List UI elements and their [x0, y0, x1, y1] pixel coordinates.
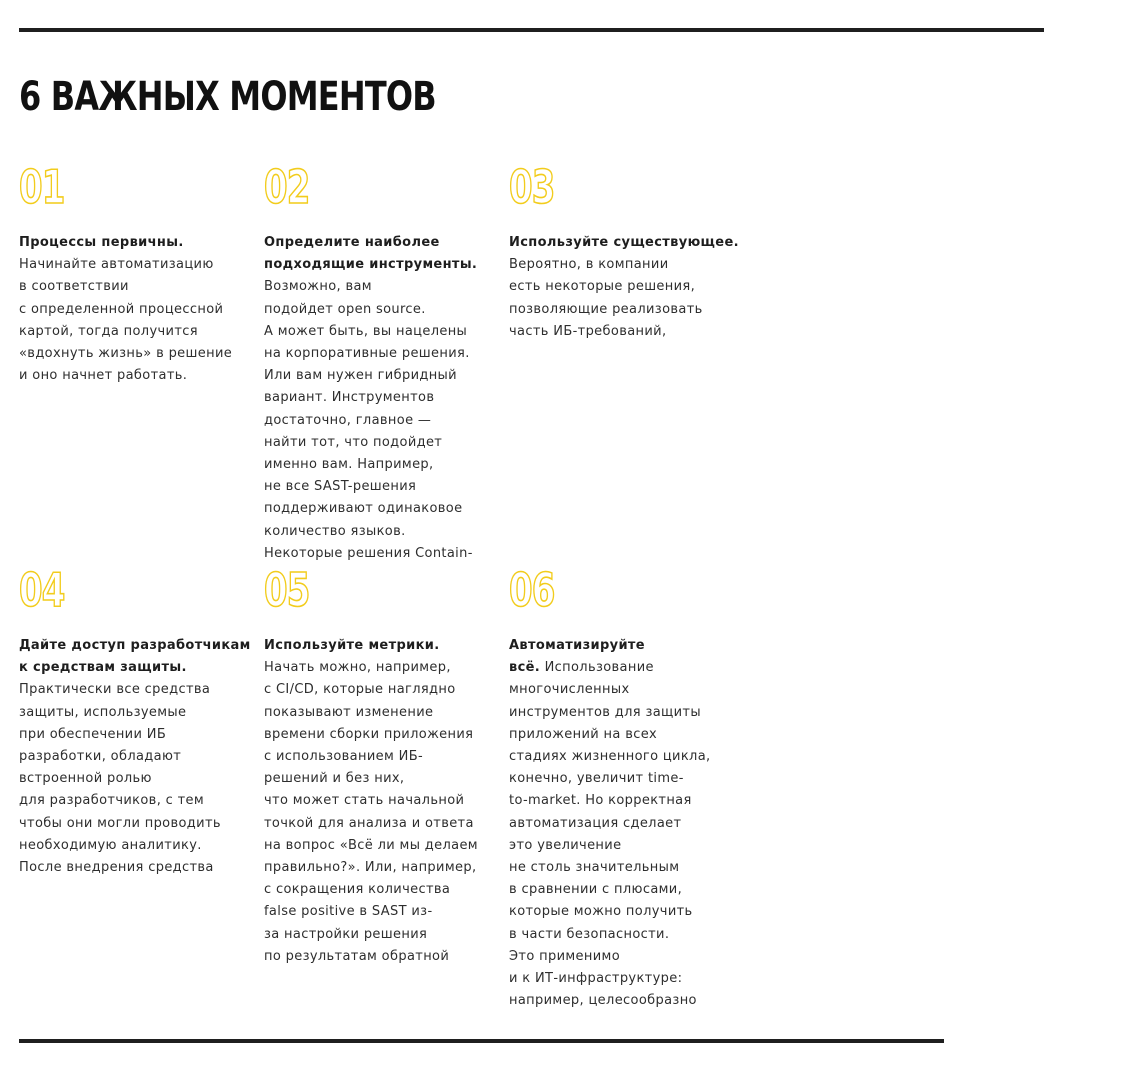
point-line: достаточно, главное — [264, 412, 432, 428]
point-number: 02 [264, 160, 310, 214]
point-line: с использованием ИБ- [264, 749, 424, 765]
point-line: позволяющие реализовать [509, 301, 703, 317]
point-block-04 [19, 563, 251, 879]
point-line: часть ИБ-требований, [509, 323, 667, 339]
point-line: «вдохнуть жизнь» в решение [19, 346, 233, 362]
point-line: картой, тогда получится [19, 323, 198, 339]
point-block-02 [264, 160, 490, 565]
point-line: А может быть, вы нацелены [264, 323, 468, 339]
point-block-06 [509, 563, 735, 1012]
point-line: и оно начнет работать. [19, 368, 188, 384]
point-line: Начинайте автоматизацию [19, 257, 214, 273]
point-heading: Используйте метрики. [264, 638, 440, 653]
point-text [264, 635, 490, 968]
point-line: есть некоторые решения, [509, 279, 696, 295]
point-heading: подходящие инструменты. [264, 257, 478, 273]
top-divider [19, 28, 1044, 32]
point-line: на корпоративные решения. [264, 346, 470, 362]
point-line: найти тот, что подойдет [264, 434, 443, 450]
point-line: именно вам. Например, [264, 457, 434, 473]
point-line: с CI/CD, которые наглядно [264, 682, 456, 698]
point-line-start: Использование [540, 660, 654, 676]
point-heading-continuation [509, 657, 735, 679]
bottom-divider [19, 1039, 944, 1043]
point-line: необходимую аналитику. [19, 837, 202, 853]
point-line: за настройки решения [264, 926, 428, 942]
point-heading-tail: всё. [509, 660, 541, 676]
point-block-03 [509, 160, 739, 343]
point-line: Практически все средства [19, 682, 211, 698]
point-line: Начать можно, например, [264, 660, 451, 676]
point-line: не все SAST-решения [264, 479, 417, 495]
point-line: подойдет open source. [264, 301, 426, 317]
point-text [509, 635, 735, 1012]
point-line: например, целесообразно [509, 993, 697, 1009]
point-line: to-market. Но корректная [509, 793, 692, 809]
point-line: решений и без них, [264, 771, 405, 787]
point-line: по результатам обратной [264, 948, 450, 964]
point-block-01 [19, 160, 245, 387]
point-number: 04 [19, 563, 65, 617]
point-heading: Автоматизируйте [509, 638, 645, 653]
point-line: правильно?». Или, например, [264, 860, 477, 876]
point-line: Вероятно, в компании [509, 257, 669, 273]
point-number: 01 [19, 160, 65, 214]
point-line: что может стать начальной [264, 793, 465, 809]
point-line: Возможно, вам [264, 279, 372, 295]
point-heading: к средствам защиты. [19, 660, 187, 676]
point-number: 05 [264, 563, 310, 617]
point-text [264, 232, 490, 565]
point-line: в соответствии [19, 279, 129, 295]
point-line: Или вам нужен гибридный [264, 368, 457, 384]
point-block-05 [264, 563, 490, 968]
point-line: показывают изменение [264, 704, 434, 720]
point-line: конечно, увеличит time- [509, 771, 684, 787]
point-line: После внедрения средства [19, 860, 214, 876]
point-line: приложений на всех [509, 726, 658, 742]
point-number: 03 [509, 160, 555, 214]
point-text [19, 635, 251, 879]
point-line: точкой для анализа и ответа [264, 815, 474, 831]
point-line: чтобы они могли проводить [19, 815, 221, 831]
point-line: с сокращения количества [264, 882, 451, 898]
point-line: для разработчиков, с тем [19, 793, 205, 809]
point-line: в сравнении с плюсами, [509, 882, 683, 898]
point-line: false positive в SAST из- [264, 904, 433, 920]
point-line: Это применимо [509, 948, 621, 964]
point-line: в части безопасности. [509, 926, 670, 942]
point-heading: Используйте существующее. [509, 235, 739, 250]
point-line: автоматизация сделает [509, 815, 682, 831]
point-line: Некоторые решения Contain- [264, 545, 473, 561]
point-heading: Процессы первичны. [19, 235, 184, 250]
point-line: защиты, используемые [19, 704, 187, 720]
point-text [509, 232, 739, 343]
point-line: стадиях жизненного цикла, [509, 749, 711, 765]
point-line: при обеспечении ИБ [19, 726, 167, 742]
page-title: 6 ВАЖНЫХ МОМЕНТОВ [19, 74, 436, 120]
point-line: это увеличение [509, 837, 622, 853]
point-number: 06 [509, 563, 555, 617]
point-line: встроенной ролью [19, 771, 152, 787]
point-line: на вопрос «Всё ли мы делаем [264, 837, 478, 853]
point-heading: Дайте доступ разработчикам [19, 638, 251, 653]
point-line: вариант. Инструментов [264, 390, 435, 406]
point-line: поддерживают одинаковое [264, 501, 463, 517]
point-line: которые можно получить [509, 904, 693, 920]
point-line: с определенной процессной [19, 301, 224, 317]
point-heading: Определите наиболее [264, 235, 440, 250]
point-line: разработки, обладают [19, 749, 182, 765]
point-line: многочисленных [509, 682, 630, 698]
point-line: времени сборки приложения [264, 726, 474, 742]
point-line: количество языков. [264, 523, 406, 539]
point-text [19, 232, 245, 387]
point-line: инструментов для защиты [509, 704, 701, 720]
point-line: не столь значительным [509, 860, 680, 876]
point-line: и к ИТ-инфраструктуре: [509, 971, 683, 987]
